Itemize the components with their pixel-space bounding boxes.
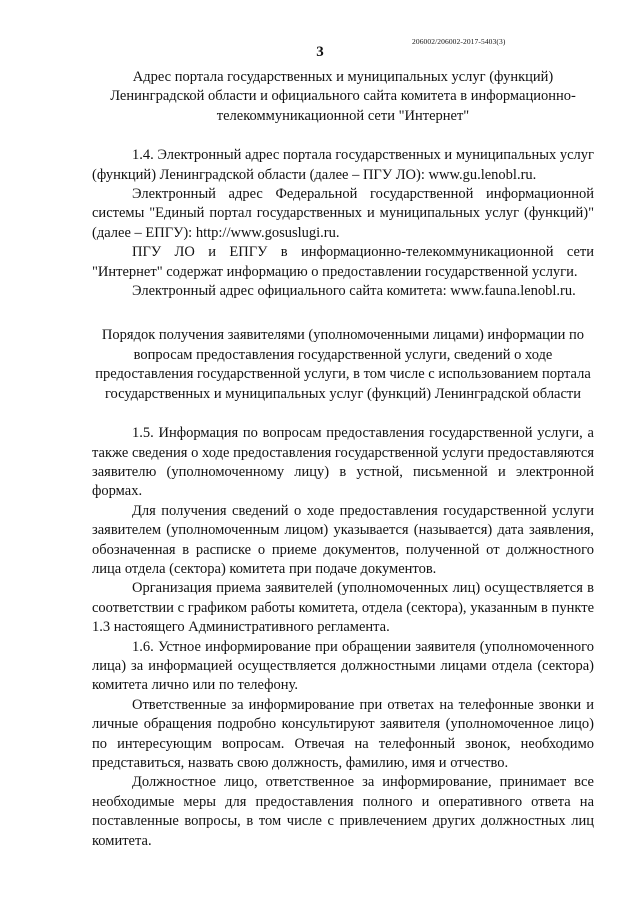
paragraph-pgu-info: ПГУ ЛО и ЕПГУ в информационно-телекоммуникационной сети "Интернет" содержат информацию о предоставлении государственной услуги. <box>92 244 594 280</box>
section-heading-portal-address: Адрес портала государственных и муниципальных услуг (функций) Ленинградской области и официального сайта комитета в информационно-телекоммуникационной сети "Интернет" <box>110 69 576 124</box>
paragraph-reception: Организация приема заявителей (уполномоченных лиц) осуществляется в соответствии с графиком работы комитета, отдела (сектора), указанным в пункте 1.3 настоящего Административного регламента. <box>92 580 594 636</box>
page-number: 3 <box>316 44 324 60</box>
paragraph-1-6: 1.6. Устное информирование при обращении заявителя (уполномоченного лица) за информацией осуществляется должностными лицами отдела (сектора) комитета лично или по телефону. <box>92 638 594 694</box>
document-body <box>92 68 594 851</box>
section-heading-information-procedure: Порядок получения заявителями (уполномоченными лицами) информации по вопросам предоставления государственной услуги, сведений о ходе предоставления государственной услуги, в том числе с использованием портала государственных и муниципальных услуг (функций) Ленинградской области <box>95 327 591 402</box>
paragraph-official-site: Электронный адрес официального сайта комитета: www.fauna.lenobl.ru. <box>132 283 576 300</box>
document-number: 206002/206002-2017-5403(3) <box>412 37 506 46</box>
paragraph-1-5: 1.5. Информация по вопросам предоставления государственной услуги, а также сведения о ходе предоставления государственной услуги предоставляются заявителю (уполномоченному лицу) в устной, письменной и электронной формах. <box>92 425 594 500</box>
paragraph-responsible-official: Должностное лицо, ответственное за информирование, принимает все необходимые меры для предоставления полного и оперативного ответа на поставленные вопросы, в том числе с привлечением других должностных лиц комитета. <box>92 774 594 849</box>
paragraph-1-4: 1.4. Электронный адрес портала государственных и муниципальных услуг (функций) Ленинградской области (далее – ПГУ ЛО): www.gu.lenobl.ru. <box>92 147 594 183</box>
paragraph-phone-consultation: Ответственные за информирование при ответах на телефонные звонки и личные обращения подробно консультируют заявителя (уполномоченное лицо) по интересующим вопросам. Отвечая на телефонный звонок, необходимо представиться, назвать свою должность, фамилию, имя и отчество. <box>92 696 594 771</box>
paragraph-epgu-address: Электронный адрес Федеральной государственной информационной системы "Единый портал государственных и муниципальных услуг (функций)" (далее – ЕПГУ): http://www.gosuslugi.ru. <box>92 186 594 241</box>
paragraph-status-info: Для получения сведений о ходе предоставления государственной услуги заявителем (уполномоченным лицом) указывается (называется) дата заявления, обозначенная в расписке о приеме документов, полученной от должностного лица отдела (сектора) комитета при подаче документов. <box>92 502 594 577</box>
